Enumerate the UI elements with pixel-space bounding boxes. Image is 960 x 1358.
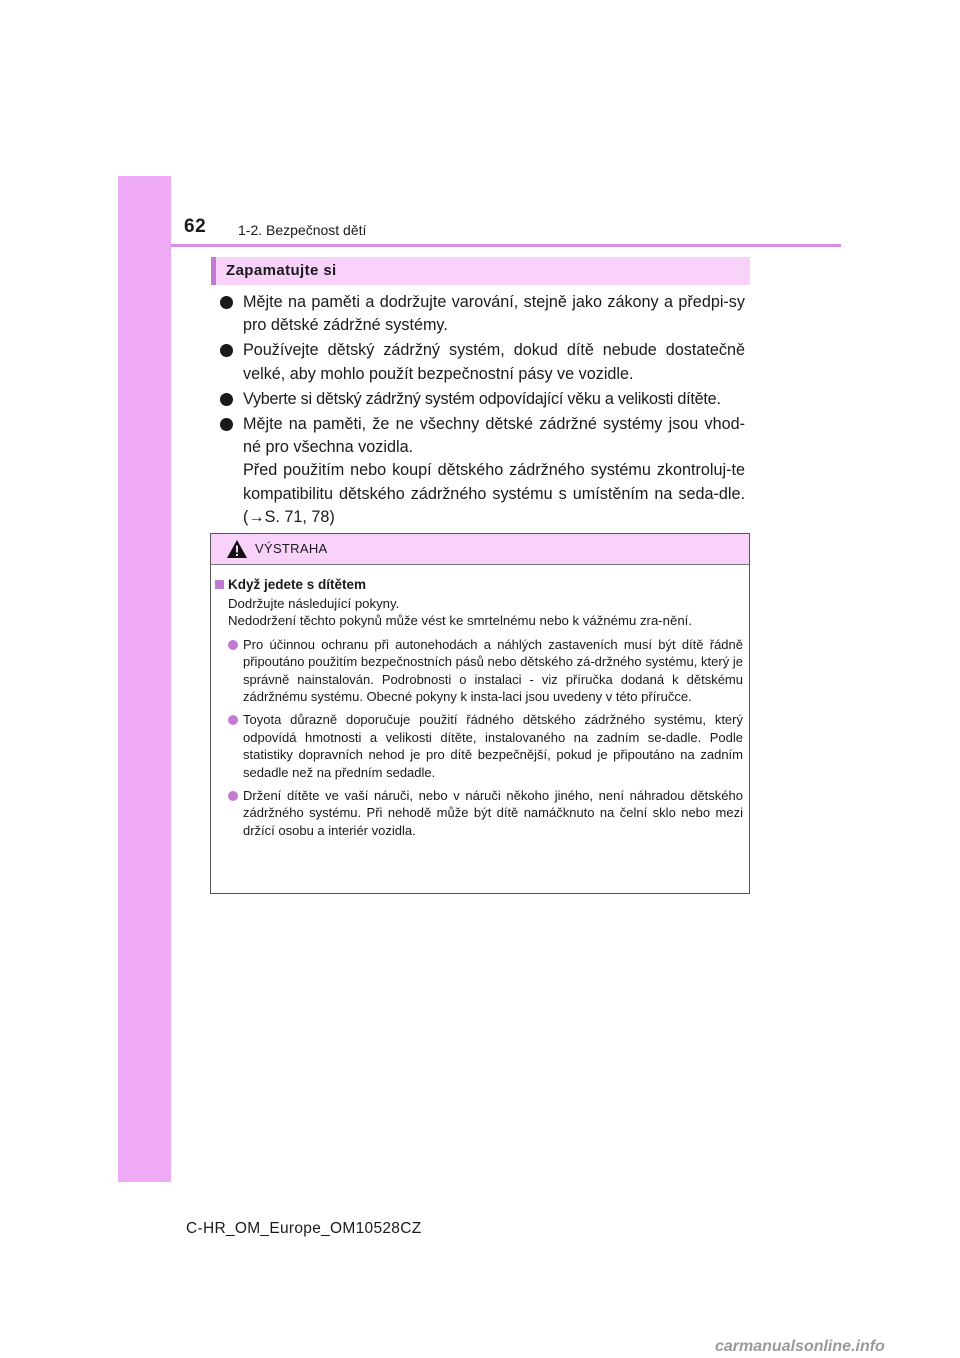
warning-list bbox=[215, 636, 743, 839]
page-number: 62 bbox=[184, 216, 207, 237]
warning-heading bbox=[215, 576, 743, 594]
remember-item bbox=[220, 388, 745, 411]
remember-item-text: Mějte na paměti a dodržujte varování, stejně jako zákony a předpi-sy pro dětské zádržné systémy. bbox=[243, 293, 745, 335]
bullet-icon bbox=[228, 791, 238, 801]
warning-item-text: Držení dítěte ve vaší náruči, nebo v náruči někoho jiného, není náhradou dětského zádržného systému. Při nehodě může být dítě namáčknuto na čelní sklo nebo mezi držící osobu a interiér vozidla. bbox=[243, 788, 743, 838]
remember-header bbox=[211, 257, 750, 285]
warning-item-text: Toyota důrazně doporučuje použití řádného dětského zádržného systému, který odpovídá hmotnosti a velikosti dítěte, instalovaného na zadním se-dadle. Podle statistiky dopravních nehod je pro dítě bezpečnější, pokud je připoutáno na zadním sedadle než na předním sedadle. bbox=[243, 712, 743, 780]
warning-item bbox=[215, 636, 743, 706]
remember-item bbox=[220, 339, 745, 385]
warning-item-text: Pro účinnou ochranu při autonehodách a náhlých zastaveních musí být dítě řádně připoutáno použitím bezpečnostních pásů nebo dětského zá-držného systému, který je správně nainstalován. Podrobnosti o instalaci - viz příručka dodaná k dětskému zádržnému systému. Obecné pokyny k insta-laci jsou uvedeny v této příručce. bbox=[243, 636, 743, 704]
bullet-icon bbox=[220, 418, 233, 431]
warning-intro-line: Nedodržení těchto pokynů může vést ke smrtelnému nebo k vážnému zra-nění. bbox=[228, 613, 692, 629]
warning-header bbox=[211, 534, 749, 565]
remember-item-text: Mějte na paměti, že ne všechny dětské zádržné systémy jsou vhod-né pro všechna vozidla. bbox=[243, 415, 745, 457]
square-bullet-icon bbox=[215, 580, 224, 589]
warning-heading-text: Když jedete s dítětem bbox=[228, 577, 367, 592]
remember-title: Zapamatujte si bbox=[226, 262, 337, 279]
section-title: 1-2. Bezpečnost dětí bbox=[238, 222, 367, 238]
warning-item bbox=[215, 711, 743, 781]
bullet-icon bbox=[228, 640, 238, 650]
remember-item-text: Před použitím nebo koupí dětského zádržného systému zkontroluj-te kompatibilitu dětského zádržného systému s umístěním na seda-dle. (→S. 71, 78) bbox=[243, 461, 745, 526]
remember-list bbox=[220, 291, 745, 529]
bullet-icon bbox=[228, 715, 238, 725]
warning-label: VÝSTRAHA bbox=[255, 541, 328, 556]
remember-item-text: Používejte dětský zádržný systém, dokud dítě nebude dostatečně velké, aby mohlo použít bezpečnostní pásy ve vozidle. bbox=[243, 341, 745, 383]
warning-intro-line: Dodržujte následující pokyny. bbox=[228, 595, 400, 611]
warning-item bbox=[215, 787, 743, 839]
header-rule bbox=[171, 244, 841, 247]
warning-triangle-icon bbox=[226, 539, 248, 559]
bullet-icon bbox=[220, 344, 233, 357]
warning-intro bbox=[215, 595, 743, 630]
remember-item-text: Vyberte si dětský zádržný systém odpovídající věku a velikosti dítěte. bbox=[243, 389, 721, 408]
bullet-icon bbox=[220, 393, 233, 406]
document-code: C-HR_OM_Europe_OM10528CZ bbox=[186, 1220, 422, 1237]
watermark: carmanualsonline.info bbox=[715, 1338, 885, 1355]
remember-item bbox=[220, 413, 745, 529]
warning-body bbox=[211, 565, 749, 839]
bullet-icon bbox=[220, 296, 233, 309]
warning-box bbox=[210, 533, 750, 894]
chapter-side-strip bbox=[118, 176, 171, 1182]
remember-item bbox=[220, 291, 745, 337]
